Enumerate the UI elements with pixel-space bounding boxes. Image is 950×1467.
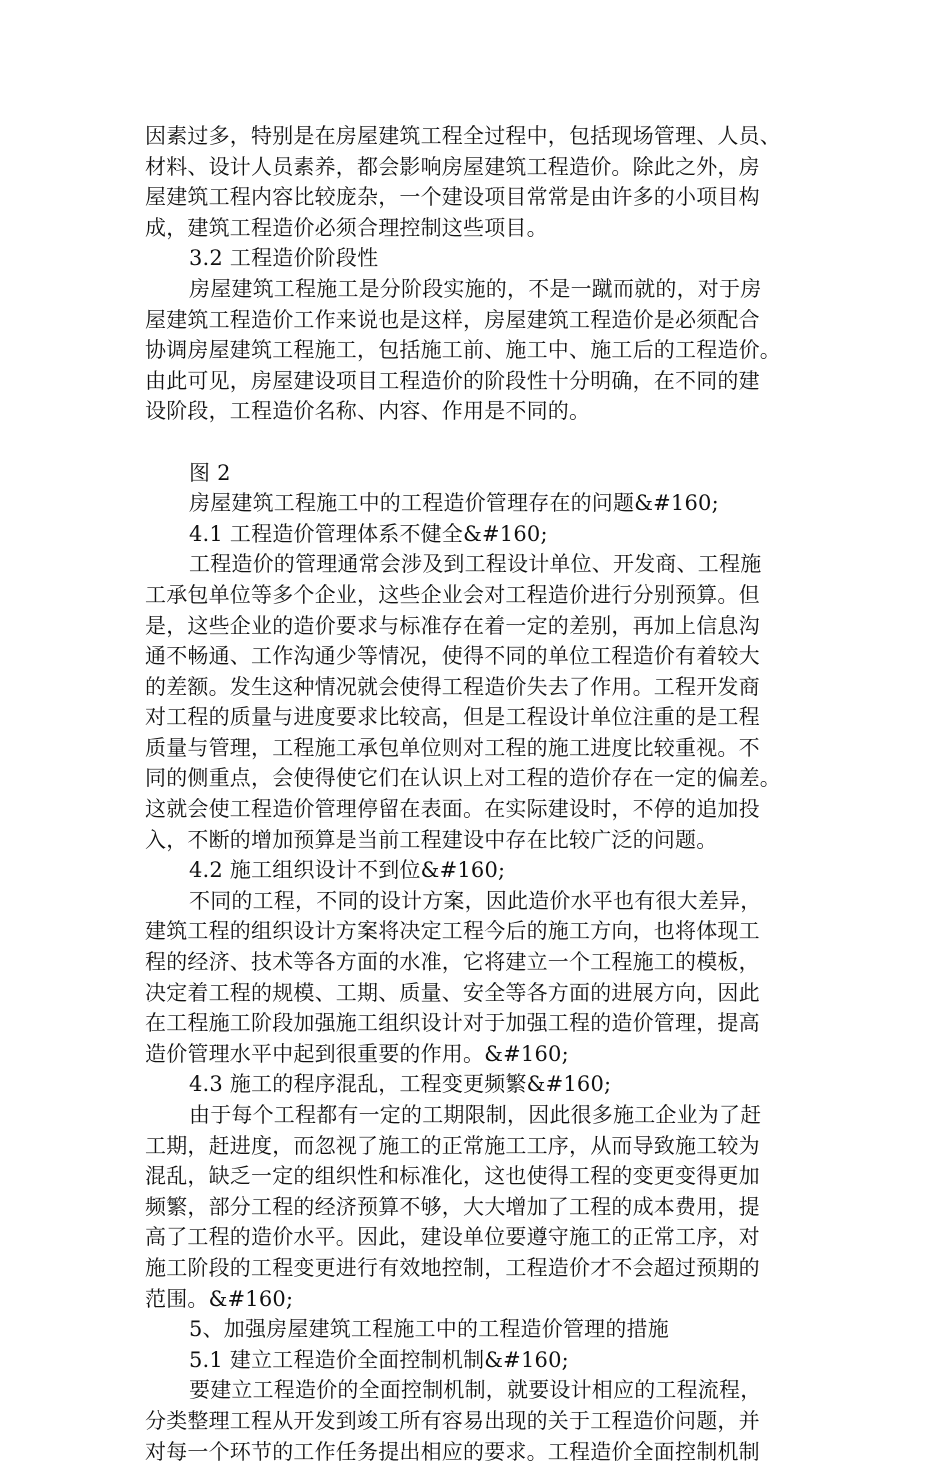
text-line: 工期，赶进度，而忽视了施工的正常施工工序，从而导致施工较为	[145, 1133, 760, 1158]
text-line: 入，不断的增加预算是当前工程建设中存在比较广泛的问题。	[145, 827, 718, 852]
text-line: 协调房屋建筑工程施工，包括施工前、施工中、施工后的工程造价。	[145, 338, 781, 363]
text-line: 通不畅通、工作沟通少等情况，使得不同的单位工程造价有着较大	[145, 644, 760, 669]
text-line: 对工程的质量与进度要求比较高，但是工程设计单位注重的是工程	[145, 705, 760, 730]
text-line: 是，这些企业的造价要求与标准存在着一定的差别，再加上信息沟	[145, 613, 760, 638]
text-line: 分类整理工程从开发到竣工所有容易出现的关于工程造价问题，并	[145, 1408, 760, 1433]
text-line: 建筑工程的组织设计方案将决定工程今后的施工方向，也将体现工	[145, 919, 760, 944]
text-line: 在工程施工阶段加强施工组织设计对于加强工程的造价管理，提高	[145, 1011, 760, 1036]
text-line: 屋建筑工程造价工作来说也是这样，房屋建筑工程造价是必须配合	[145, 307, 760, 332]
text-line: 工承包单位等多个企业，这些企业会对工程造价进行分别预算。但	[145, 582, 760, 607]
text-line: 同的侧重点，会使得使它们在认识上对工程的造价存在一定的偏差。	[145, 766, 781, 791]
text-line: 设阶段，工程造价名称、内容、作用是不同的。	[145, 399, 591, 424]
text-line: 房屋建筑工程施工是分阶段实施的，不是一蹴而就的，对于房	[189, 276, 762, 301]
text-line: 3.2 工程造价阶段性	[189, 246, 379, 271]
text-line: 屋建筑工程内容比较庞杂，一个建设项目常常是由许多的小项目构	[145, 185, 760, 210]
text-line: 4.3 施工的程序混乱，工程变更频繁&#160;	[189, 1072, 612, 1097]
blank-line	[145, 427, 805, 458]
text-line: 图 2	[189, 460, 231, 485]
text-line: 混乱，缺乏一定的组织性和标准化，这也使得工程的变更变得更加	[145, 1164, 760, 1189]
text-line: 这就会使工程造价管理停留在表面。在实际建设时，不停的追加投	[145, 797, 760, 822]
document-page	[145, 121, 805, 1467]
text-line: 的差额。发生这种情况就会使得工程造价失去了作用。工程开发商	[145, 674, 760, 699]
text-line: 高了工程的造价水平。因此，建设单位要遵守施工的正常工序，对	[145, 1225, 760, 1250]
text-line: 频繁，部分工程的经济预算不够，大大增加了工程的成本费用，提	[145, 1194, 760, 1219]
text-line: 工程造价的管理通常会涉及到工程设计单位、开发商、工程施	[189, 552, 762, 577]
text-line: 程的经济、技术等各方面的水准，它将建立一个工程施工的模板，	[145, 950, 760, 975]
text-line: 对每一个环节的工作任务提出相应的要求。工程造价全面控制机制	[145, 1439, 760, 1464]
text-line: 质量与管理，工程施工承包单位则对工程的施工进度比较重视。不	[145, 735, 760, 760]
text-line: 因素过多，特别是在房屋建筑工程全过程中，包括现场管理、人员、	[145, 124, 781, 148]
text-line: 4.1 工程造价管理体系不健全&#160;	[189, 521, 548, 546]
text-line: 造价管理水平中起到很重要的作用。&#160;	[145, 1041, 569, 1066]
text-line: 5.1 建立工程造价全面控制机制&#160;	[189, 1347, 569, 1372]
text-line: 范围。&#160;	[145, 1286, 294, 1311]
text-line: 4.2 施工组织设计不到位&#160;	[189, 858, 506, 883]
text-line: 施工阶段的工程变更进行有效地控制，工程造价才不会超过预期的	[145, 1255, 760, 1280]
text-line: 决定着工程的规模、工期、质量、安全等各方面的进展方向，因此	[145, 980, 760, 1005]
text-line: 材料、设计人员素养，都会影响房屋建筑工程造价。除此之外，房	[145, 154, 760, 179]
text-line: 由此可见，房屋建设项目工程造价的阶段性十分明确，在不同的建	[145, 368, 760, 393]
text-line: 成，建筑工程造价必须合理控制这些项目。	[145, 215, 548, 240]
text-line: 要建立工程造价的全面控制机制，就要设计相应的工程流程，	[189, 1378, 762, 1403]
text-line: 由于每个工程都有一定的工期限制，因此很多施工企业为了赶	[189, 1103, 762, 1127]
text-line: 房屋建筑工程施工中的工程造价管理存在的问题&#160;	[189, 491, 719, 516]
text-line: 5、加强房屋建筑工程施工中的工程造价管理的措施	[189, 1317, 669, 1342]
text-line: 不同的工程，不同的设计方案，因此造价水平也有很大差异，	[189, 888, 762, 913]
